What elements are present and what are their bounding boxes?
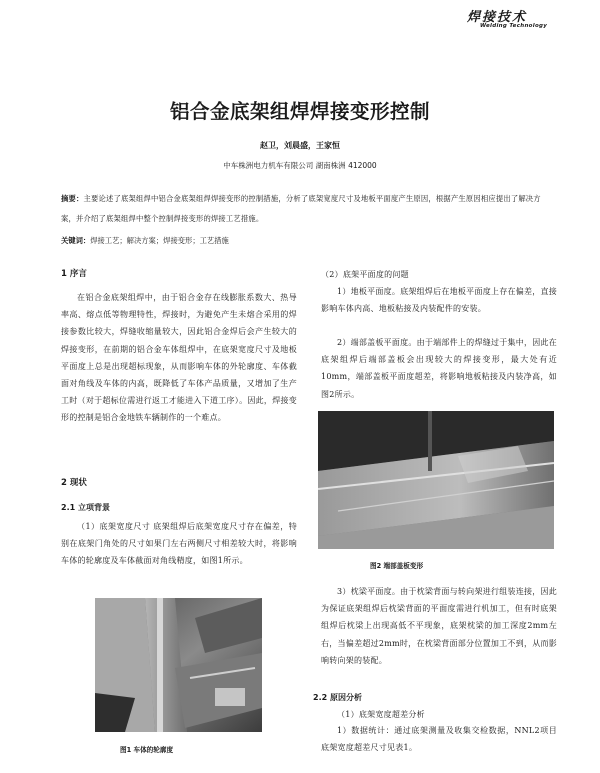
figure-1-photo [95,598,262,732]
abstract-text: 主要论述了底架组焊中铝合金底架组焊焊接变形的控制措施，分析了底架宽度尺寸及地板平面度产生原因，根据产生原因相应提出了解决方案，并介绍了底架组焊中整个控制焊接变形的焊接工艺措施。 [61,194,541,223]
section-2-2-para-1: 1）数据统计：通过底架测量及收集交检数据，NNL2项目底架宽度超差尺寸见表1。 [321,726,557,753]
item-2-para-2: 2）端部盖板平面度。由于端部件上的焊缝过于集中，因此在底架组焊后端部盖板会出现较大的焊接变形，最大处有近10mm，端部盖板平面度超差，将影响地板粘接及内装净高，如图2所示。 [321,338,557,399]
section-1-paragraph: 在铝合金底架组焊中，由于铝合金存在线膨胀系数大、热导率高、熔点低等物理特性，焊接时，为避免产生未熔合采用的焊接参数比较大，焊缝收缩量较大，因此铝合金焊后会产生较大的焊接变形，在前期的铝合金车体组焊中，在底架宽度尺寸及地板平面度上总是出现超标现象，从而影响车体的外轮廓度、车体截面对角线及车体的内高，既降低了车体产品质量，又增加了生产工时（对于超标位需进行返工才能进入下道工序）。因此，焊接变形的控制是铝合金地铁车辆制作的一个难点。 [61,293,297,423]
figure-2-caption: 图2 端部盖板变形 [370,562,424,570]
article-title: 铝合金底架组焊焊接变形控制 [169,100,430,123]
item-2-para-1: 1）地板平面度。底架组焊后在地板平面度上存在偏差，直接影响车体内高、地板粘接及内装配件的安装。 [321,287,557,314]
abstract-label: 摘要： [61,194,84,203]
item-2-para-3: 3）枕梁平面度。由于枕梁背面与转向架进行组装连接，因此为保证底架组焊后枕梁背面的平面度需进行机加工，但有时底架组焊后枕梁上出现高低不平现象，底架枕梁的加工深度2mm左右，当偏差超过2mm时，在枕梁背面部分位置加工不到，从而影响转向架的装配。 [321,587,557,665]
section-2-2-heading: 2.2 原因分析 [313,693,362,702]
figure-1-caption: 图1 车体的轮廓度 [120,746,174,754]
journal-header-cn: 焊接技术 [467,10,528,25]
section-2-2-item-1: （1）底架宽度超差分析 [337,710,425,719]
keywords [61,236,555,246]
section-2-1-paragraph: （1）底架宽度尺寸 底架组焊后底架宽度尺寸存在偏差，特别在底架门角处的尺寸如果门左右两侧尺寸相差较大时，将影响车体的轮廓度及车体截面对角线精度，如图1所示。 [61,522,297,566]
section-1-heading: 1 序言 [61,269,87,279]
journal-header-en: Welding Technology [480,23,548,29]
section-2-heading: 2 现状 [61,478,87,488]
authors: 赵卫，刘晨盛，王家恒 [260,141,340,150]
affiliation: 中车株洲电力机车有限公司 湖南株洲 412000 [223,161,377,170]
figure-2-photo [318,411,554,549]
section-2-1-heading: 2.1 立项背景 [61,503,110,512]
abstract [61,189,555,229]
keywords-label: 关键词： [61,236,91,245]
keywords-text: 焊接工艺；解决方案；焊接变形；工艺措施 [90,236,229,245]
item-2-heading: （2）底架平面度的问题 [321,270,409,279]
